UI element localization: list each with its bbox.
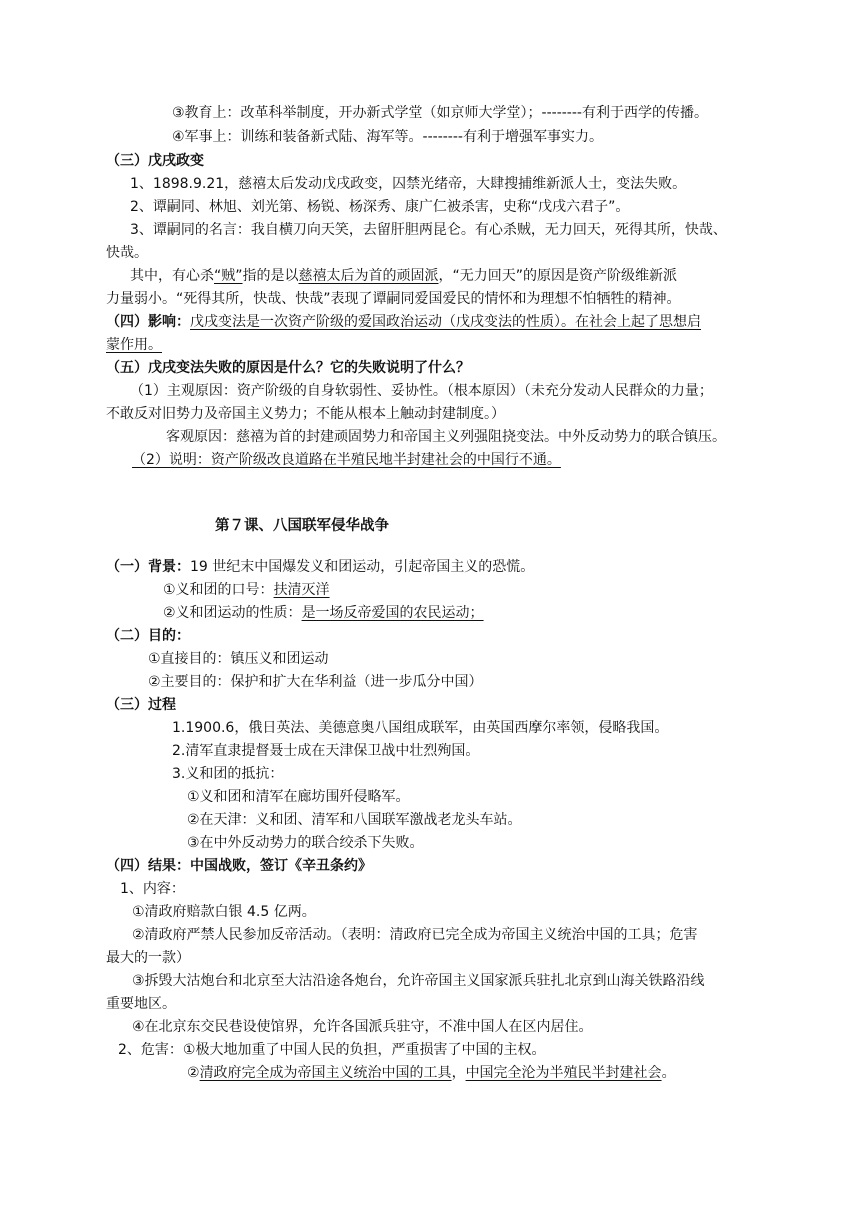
text-run: 指的是以 — [242, 268, 299, 284]
text-run: 其中，有心杀 — [130, 268, 214, 284]
treaty-item-4: ④在北京东交民巷设使馆界，允许各国派兵驻守，不准中国人在区内居住。 — [132, 1019, 593, 1035]
treaty-harm-1: 2、危害：①极大地加重了中国人民的负担，严重损害了中国的主权。 — [118, 1042, 546, 1058]
section-heading-result: （四）结果：中国战败，签订《辛丑条约》 — [106, 858, 372, 874]
section-heading-coup: （三）戊戌政变 — [106, 153, 204, 169]
process-point-2: 2.清军直隶提督聂士成在天津保卫战中壮烈殉国。 — [172, 743, 480, 759]
heading-label: （四）影响： — [106, 314, 190, 330]
treaty-item-2: ②清政府严禁人民参加反帝活动。（表明：清政府已完全成为帝国主义统治中国的工具；危害 — [132, 927, 698, 943]
process-point-3: 3.义和团的抵抗： — [172, 766, 284, 782]
text-run: ，“无力回天”的原因是资产阶级维新派 — [438, 268, 678, 284]
reform-education-line: ③教育上：改革科举制度，开办新式学堂（如京师大学堂）；--------有利于西学的传播。 — [172, 105, 708, 121]
reform-military-line: ④军事上：训练和装备新式陆、海军等。--------有利于增强军事实力。 — [172, 129, 603, 145]
treaty-item-3-cont: 重要地区。 — [106, 996, 176, 1012]
explanation-paragraph — [130, 266, 677, 286]
underlined-term: 中国完全沦为半殖民半封建社会 — [465, 1065, 662, 1081]
explanation-paragraph-cont: 力量弱小。“死得其所，快哉、快哉”表现了谭嗣同爱国爱民的情怀和为理想不怕牺牲的精神。 — [106, 291, 681, 307]
failure-conclusion: （2）说明：资产阶级改良道路在半殖民地半封建社会的中国行不通。 — [132, 452, 561, 468]
text-run: 。 — [661, 1065, 676, 1081]
resistance-point-3: ③在中外反动势力的联合绞杀下失败。 — [187, 835, 424, 851]
coup-point-3: 3、谭嗣同的名言：我自横刀向天笑，去留肝胆两昆仑。有心杀贼，无力回天，死得其所，快哉、 — [130, 222, 727, 238]
process-point-1: 1.1900.6，俄日英法、美德意奥八国组成联军，由英国西摩尔率领，侵略我国。 — [172, 720, 669, 736]
purpose-direct: ①直接目的：镇压义和团运动 — [148, 651, 329, 667]
section-heading-failure: （五）戊戌变法失败的原因是什么？它的失败说明了什么？ — [106, 360, 470, 376]
resistance-point-2: ②在天津：义和团、清军和八国联军激战老龙头车站。 — [187, 812, 522, 828]
text-run: ， — [451, 1065, 466, 1081]
underlined-term: “贼” — [214, 268, 243, 284]
coup-point-1: 1、1898.9.21，慈禧太后发动戊戌政变，囚禁光绪帝，大肆搜捕维新派人士，变法失败。 — [130, 176, 687, 192]
boxer-slogan-line — [163, 580, 330, 600]
background-text: 19 世纪末中国爆发义和团运动，引起帝国主义的恐慌。 — [190, 559, 535, 575]
failure-subjective: （1）主观原因：资产阶级的自身软弱性、妥协性。（根本原因）（未充分发动人民群众的力量； — [130, 383, 713, 399]
section-heading-purpose: （二）目的： — [106, 628, 190, 644]
resistance-point-1: ①义和团和清军在廊坊围歼侵略军。 — [187, 789, 410, 805]
treaty-item-3: ③拆毁大沽炮台和北京至大沽沿途各炮台，允许帝国主义国家派兵驻扎北京到山海关铁路沿线 — [132, 973, 705, 989]
underlined-term: 慈禧太后为首的顽固派 — [298, 268, 439, 284]
treaty-harm-2 — [187, 1063, 676, 1083]
impact-text: 戊戌变法是一次资产阶级的爱国政治运动（戊戌变法的性质）。在社会上起了思想启 — [190, 314, 701, 330]
text-run: ②义和团运动的性质： — [163, 605, 302, 621]
section-heading-background — [106, 557, 534, 577]
section-heading-impact — [106, 312, 701, 332]
treaty-content-label: 1、内容： — [120, 881, 185, 897]
treaty-item-2-cont: 最大的一款） — [106, 950, 190, 966]
treaty-item-1: ①清政府赔款白银 4.5 亿两。 — [132, 904, 316, 920]
coup-point-2: 2、谭嗣同、林旭、刘光第、杨锐、杨深秀、康广仁被杀害，史称“戊戌六君子”。 — [130, 199, 630, 215]
text-run: ①义和团的口号： — [163, 582, 274, 598]
failure-objective: 客观原因：慈禧为首的封建顽固势力和帝国主义列强阻挠变法。中外反动势力的联合镇压。 — [166, 429, 726, 445]
impact-text-cont: 蒙作用。 — [106, 337, 162, 353]
boxer-nature-line — [163, 603, 484, 623]
heading-label: （一）背景： — [106, 559, 190, 575]
lesson-title: 第７课、八国联军侵华战争 — [215, 518, 389, 534]
boxer-nature: 是一场反帝爱国的农民运动； — [301, 605, 484, 621]
boxer-slogan: 扶清灭洋 — [273, 582, 330, 598]
text-run: ② — [187, 1065, 200, 1081]
coup-point-3-cont: 快哉。 — [106, 245, 148, 261]
failure-subjective-cont: 不敢反对旧势力及帝国主义势力；不能从根本上触动封建制度。） — [106, 406, 505, 422]
underlined-term: 清政府完全成为帝国主义统治中国的工具 — [199, 1065, 452, 1081]
section-heading-process: （三）过程 — [106, 697, 176, 713]
purpose-main: ②主要目的：保护和扩大在华利益（进一步瓜分中国） — [148, 674, 483, 690]
